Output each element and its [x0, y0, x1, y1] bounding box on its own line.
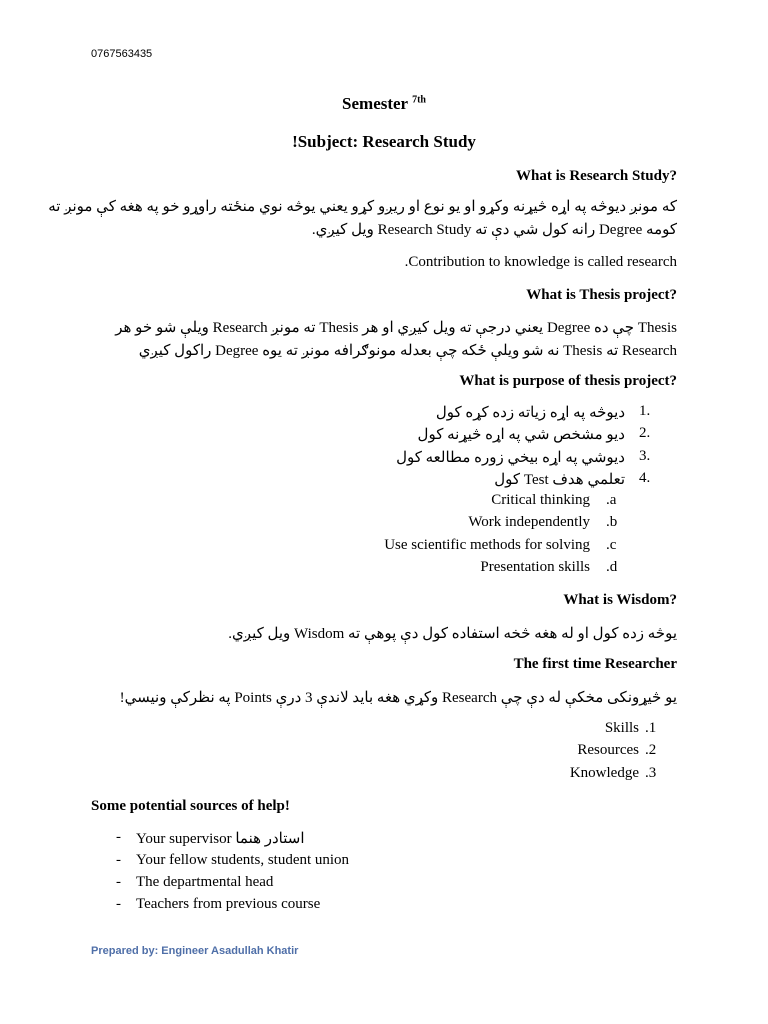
help-item-text: Teachers from previous course — [136, 896, 321, 912]
purpose-item — [77, 448, 677, 470]
phone-number: 0767563435 — [91, 48, 153, 60]
purpose-item-text: تعلمي هدف Test كول — [494, 472, 625, 488]
wisdom-heading: ?What is Wisdom — [563, 592, 677, 608]
semester-title — [0, 94, 768, 114]
subitem-text: Critical thinking — [491, 492, 590, 508]
purpose-item-number: 1. — [639, 403, 651, 419]
first-time-researcher-line: يو څيړونكى مخكې له دې چې Research وكړي هغه بايد لاندې 3 درې Points په نظركې ونيسي! — [119, 690, 677, 706]
subitem-text: Work independently — [468, 514, 590, 530]
subitem-text: Presentation skills — [480, 559, 590, 575]
thesis-line-1: Thesis چې ده Degree يعني درجې ته ويل كيږي او هر Thesis ته مونږ Research ويلې شو خو هر — [115, 320, 677, 336]
subitem-letter: .a — [606, 492, 617, 508]
purpose-item-text: ديوڅه په اړه زياته زده كړه كول — [435, 405, 625, 421]
help-item-text: Your fellow students, student union — [136, 852, 350, 868]
purpose-item-number: 3. — [639, 448, 651, 464]
subitem-text: Use scientific methods for solving — [384, 537, 590, 553]
purpose-item — [77, 425, 677, 447]
help-item-text: The departmental head — [136, 874, 274, 890]
point-item-number: .1 — [645, 720, 657, 736]
bullet-dash: - — [116, 829, 121, 845]
purpose-item-text: ديوشي په اړه بيخي زوره مطالعه كول — [396, 450, 625, 466]
footer-prepared-by: Prepared by: Engineer Asadullah Khatir — [91, 945, 299, 957]
purpose-item-number: 4. — [639, 470, 651, 486]
research-definition: .Contribution to knowledge is called research — [404, 254, 677, 270]
point-item-number: .2 — [645, 742, 657, 758]
purpose-item — [77, 470, 677, 492]
subject-title: !Subject: Research Study — [292, 132, 476, 151]
point-item-text: Resources — [577, 742, 639, 758]
bullet-dash: - — [116, 896, 121, 912]
bullet-dash: - — [116, 852, 121, 868]
semester-word: Semester — [342, 94, 408, 113]
first-time-researcher-heading: The first time Researcher — [513, 656, 677, 672]
help-item-text: Your supervisor استادر هنما — [136, 831, 305, 847]
subitem-letter: .c — [606, 537, 617, 553]
thesis-line-2: Research ته Thesis نه شو ويلې ځكه چې بعدله مونوګرافه مونږ ته يوه Degree راكول كيږي — [138, 343, 677, 359]
purpose-item-text: ديو مشخص شي په اړه څيړنه كول — [417, 427, 625, 443]
help-heading: Some potential sources of help! — [91, 798, 290, 814]
semester-number: 7th — [412, 94, 426, 106]
thesis-project-heading: ?What is Thesis project — [526, 287, 677, 303]
point-item-text: Skills — [604, 720, 639, 736]
point-item-number: .3 — [645, 765, 657, 781]
subitem-letter: .d — [606, 559, 618, 575]
research-study-line-1: كه مونږ ديوڅه په اړه څيړنه وكړو او يو نوع او ريږو كړو يعني يوڅه نوي منځته راوړو خو په هغه كې مونږ ته — [48, 199, 677, 215]
research-study-heading: ?What is Research Study — [516, 168, 677, 184]
bullet-dash: - — [116, 874, 121, 890]
wisdom-definition: يوڅه زده كول او له هغه څخه استفاده كول دې پوهې ته Wisdom ويل كيږي. — [228, 626, 677, 642]
purpose-heading: ?What is purpose of thesis project — [459, 373, 677, 389]
point-item-text: Knowledge — [569, 765, 639, 781]
research-study-line-2: كومه Degree رانه كول شي دې ته Research Study ويل كيږي. — [311, 222, 677, 238]
subitem-letter: .b — [606, 514, 618, 530]
purpose-item — [77, 403, 677, 425]
purpose-item-number: 2. — [639, 425, 651, 441]
